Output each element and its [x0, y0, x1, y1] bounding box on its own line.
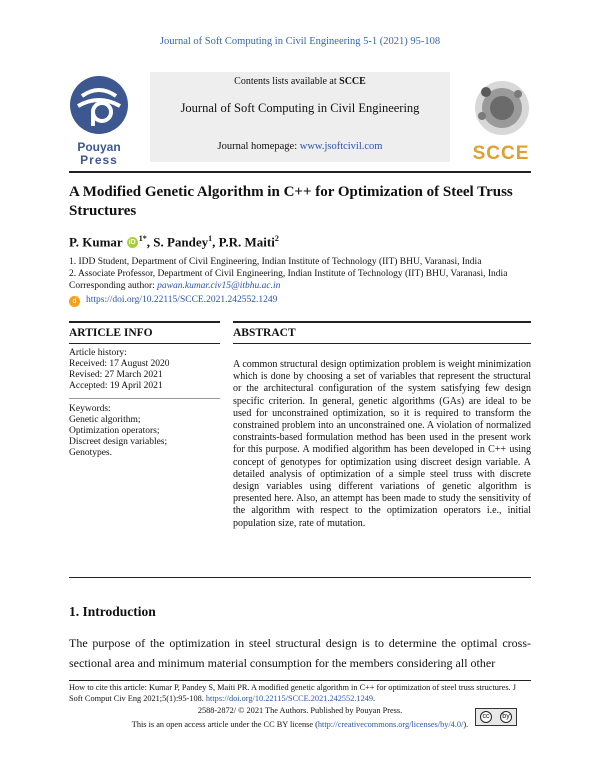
- keyword-item: Genetic algorithm;: [69, 415, 141, 425]
- corresponding-author: [69, 281, 280, 291]
- author-2-sup: 1: [208, 234, 213, 243]
- cite-suffix: .: [373, 693, 376, 703]
- copyright-line: 2588-2872/ © 2021 The Authors. Published by Pouyan Press.: [197, 706, 403, 715]
- journal-name: Journal of Soft Computing in Civil Engineering: [180, 101, 420, 115]
- received-date: Received: 17 August 2020: [69, 359, 170, 369]
- cite-doi-link[interactable]: https://doi.org/10.22115/SCCE.2021.242552.1249: [205, 693, 374, 703]
- history-divider: [69, 398, 220, 399]
- publisher-logo: [66, 74, 132, 166]
- article-history: [69, 348, 220, 392]
- abstract-text: A common structural design optimization problem is weight minimization which is done by choosing a set of variables that represent the structural or the architectural configuration of the system satisfying few design specific criterion. In general, genetic algorithms (GAs) are ideal to be used for unconstrained optimization, so it is required to transform the constrained problem into an unconstrained one. A violation of normalized constraints-based formulation method has been used in the present work for this purpose. A modified algorithm has been developed in C++ using concept of genotypes for optimization using discreet design variable. A detailed analysis of optimization of a simple steel truss with discrete design variables using different variations of genetic algorithm is presented here. Also, an attempt has been made to study the sensitivity of the algorithm with respect to the optimization operators i.e., initial population size, rate of mutation.: [233, 359, 531, 529]
- doi-line: [69, 295, 277, 307]
- footer-rule: [69, 680, 531, 681]
- author-3-sup: 2: [274, 234, 279, 243]
- revised-date: Revised: 27 March 2021: [69, 370, 163, 380]
- keyword-item: Discreet design variables;: [69, 437, 168, 447]
- author-3: , P.R. Maiti: [212, 234, 275, 250]
- homepage-label: Journal homepage:: [217, 141, 300, 152]
- license-link[interactable]: http://creativecommons.org/licenses/by/4.0/: [317, 720, 464, 729]
- scce-logo-text: SCCE: [472, 143, 530, 164]
- accepted-date: Accepted: 19 April 2021: [69, 381, 163, 391]
- homepage-line: [150, 141, 450, 152]
- abstract-bottom-rule: [69, 577, 531, 578]
- by-icon: by: [500, 711, 512, 723]
- abstract-rule-top: [233, 321, 531, 323]
- publisher-logo-text2: Press: [80, 153, 118, 167]
- corresponding-email[interactable]: pawan.kumar.civ15@itbhu.ac.in: [157, 281, 281, 291]
- publisher-logo-text1: Pouyan: [77, 140, 121, 154]
- contents-line: [150, 76, 450, 87]
- doi-icon: d: [69, 296, 80, 307]
- affiliation-2: 2. Associate Professor, Department of Civil Engineering, Indian Institute of Technology (IIT) BHU, Varanasi, India: [69, 269, 508, 279]
- orcid-icon[interactable]: iD: [128, 239, 136, 247]
- article-info-rule-top: [69, 321, 220, 323]
- scce-logo: [468, 78, 534, 166]
- cite-text: How to cite this article: Kumar P, Pandey S, Maiti PR. A modified genetic algorithm in C++ for optimization of steel truss structures. J Soft Comput Civ Eng 2021;5(1):95-108.: [69, 683, 516, 703]
- scce-logo-mark: [468, 78, 534, 138]
- keywords-label: Keywords:: [69, 404, 111, 414]
- cc-icon: cc: [480, 711, 492, 723]
- author-1-sup: 1*: [138, 234, 147, 243]
- doi-link[interactable]: https://doi.org/10.22115/SCCE.2021.242552.1249: [86, 295, 278, 305]
- author-2: , S. Pandey: [146, 234, 209, 250]
- paper-title: A Modified Genetic Algorithm in C++ for Optimization of Steel Truss Structures: [69, 184, 513, 219]
- history-label: Article history:: [69, 348, 127, 358]
- homepage-link[interactable]: www.jsoftcivil.com: [299, 141, 383, 152]
- publisher-logo-mark: [66, 74, 132, 136]
- abstract-rule: [233, 343, 531, 344]
- license-suffix: ).: [463, 720, 469, 729]
- author-line: [69, 234, 279, 250]
- keyword-item: Optimization operators;: [69, 426, 160, 436]
- keyword-item: Genotypes.: [69, 448, 113, 458]
- affiliation-1: 1. IDD Student, Department of Civil Engineering, Indian Institute of Technology (IIT) BHU, Varanasi, India: [69, 257, 482, 267]
- keywords-block: [69, 404, 220, 459]
- cc-by-badge[interactable]: [475, 708, 517, 726]
- corresponding-label: Corresponding author:: [69, 281, 158, 291]
- intro-text: The purpose of the optimization in steel structural design is to determine the optimal cross-sectional area and minimum material consumption for the members considering all other: [69, 636, 531, 670]
- running-title: Journal of Soft Computing in Civil Engineering 5-1 (2021) 95-108: [159, 36, 441, 47]
- how-to-cite: [69, 683, 531, 704]
- abstract-heading: ABSTRACT: [233, 327, 296, 339]
- contents-org: SCCE: [339, 76, 366, 87]
- article-info-rule: [69, 343, 220, 344]
- contents-prefix: Contents lists available at: [234, 76, 340, 87]
- intro-heading: 1. Introduction: [69, 604, 156, 619]
- author-1: P. Kumar: [69, 234, 123, 250]
- header-divider: [69, 171, 531, 173]
- license-prefix: This is an open access article under the CC BY license (: [131, 720, 318, 729]
- article-info-heading: ARTICLE INFO: [69, 327, 153, 339]
